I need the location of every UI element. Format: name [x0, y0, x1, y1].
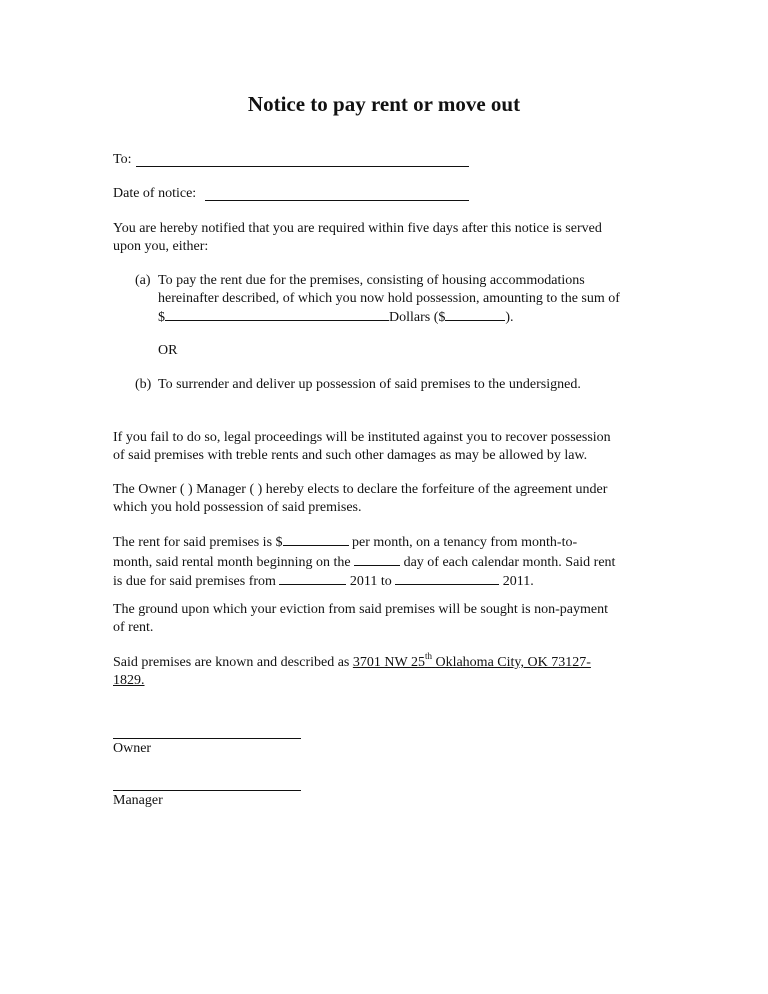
rent-line-3	[113, 571, 653, 591]
item-b-mark: (b)	[135, 377, 152, 392]
item-a	[135, 272, 655, 326]
forfeiture-line-2: which you hold possession of said premises.	[113, 499, 362, 515]
address-city: Oklahoma City, OK 73127-	[435, 655, 591, 670]
to-label: To:	[113, 152, 132, 167]
fail-line-1: If you fail to do so, legal proceedings will be instituted against you to recover possession	[113, 430, 611, 445]
item-b-text: To surrender and deliver up possession of said premises to the undersigned.	[158, 377, 581, 392]
intro-line-1: You are hereby notified that you are required within five days after this notice is served	[113, 221, 602, 236]
document-title: Notice to pay rent or move out	[247, 92, 521, 116]
ground-line-2: of rent.	[113, 619, 154, 635]
rent-line-3-tail: 2011.	[502, 574, 534, 589]
address-ordinal: th	[424, 651, 432, 662]
address-line-1	[113, 651, 653, 672]
manager-signature-label: Manager	[113, 793, 163, 808]
forfeiture-line-1: The Owner ( ) Manager ( ) hereby elects to declare the forfeiture of the agreement under	[113, 482, 608, 497]
rent-line-2-tail: day of each calendar month. Said rent	[403, 554, 616, 570]
manager-signature-line[interactable]	[113, 790, 301, 791]
amount-words-blank[interactable]	[165, 307, 389, 321]
rent-line-2-text: month, said rental month beginning on the	[113, 554, 351, 570]
address-line-2: 1829.	[113, 672, 145, 688]
rent-line-3-text: is due for said premises from	[113, 574, 276, 589]
item-b	[135, 376, 655, 394]
rent-to-blank[interactable]	[395, 571, 499, 585]
amount-number-blank[interactable]	[445, 307, 505, 321]
address-value	[352, 651, 591, 670]
rent-day-blank[interactable]	[354, 552, 400, 566]
fail-line-2: of said premises with treble rents and such other damages as may be allowed by law.	[113, 447, 588, 463]
ground-paragraph	[113, 601, 653, 636]
item-a-close: ).	[505, 310, 514, 325]
rent-line-3-mid: 2011 to	[349, 574, 392, 589]
date-label: Date of notice:	[113, 186, 197, 201]
forfeiture-paragraph	[113, 481, 653, 516]
owner-signature-label: Owner	[113, 741, 152, 756]
item-a-line-1: To pay the rent due for the premises, consisting of housing accommodations	[158, 273, 585, 288]
address-lead: Said premises are known and described as	[113, 655, 350, 670]
rent-paragraph	[113, 532, 653, 591]
address-street: 3701 NW 25	[352, 655, 425, 670]
date-blank[interactable]	[205, 200, 469, 201]
intro-line-2: upon you, either:	[113, 238, 209, 254]
item-a-mark: (a)	[135, 273, 151, 288]
ground-line-1: The ground upon which your eviction from said premises will be sought is non-payment	[113, 602, 608, 617]
intro-paragraph	[113, 220, 653, 255]
item-a-line-3	[158, 307, 648, 327]
item-a-body	[158, 272, 648, 327]
rent-line-1-tail: per month, on a tenancy from month-to-	[352, 535, 578, 550]
rent-line-1-text: The rent for said premises is $	[113, 535, 283, 550]
item-a-line-2: hereinafter described, of which you now hold possession, amounting to the sum of	[158, 290, 620, 306]
rent-from-blank[interactable]	[279, 571, 346, 585]
to-blank[interactable]	[136, 166, 469, 167]
fail-paragraph	[113, 429, 653, 464]
or-separator: OR	[158, 343, 178, 358]
item-a-dollar-sign: $	[158, 310, 165, 325]
rent-line-1	[113, 532, 653, 552]
owner-signature-line[interactable]	[113, 738, 301, 739]
rent-line-2	[113, 552, 653, 572]
address-paragraph	[113, 651, 653, 689]
item-a-dollars-text: Dollars ($	[389, 310, 446, 325]
rent-amount-blank[interactable]	[283, 532, 349, 546]
